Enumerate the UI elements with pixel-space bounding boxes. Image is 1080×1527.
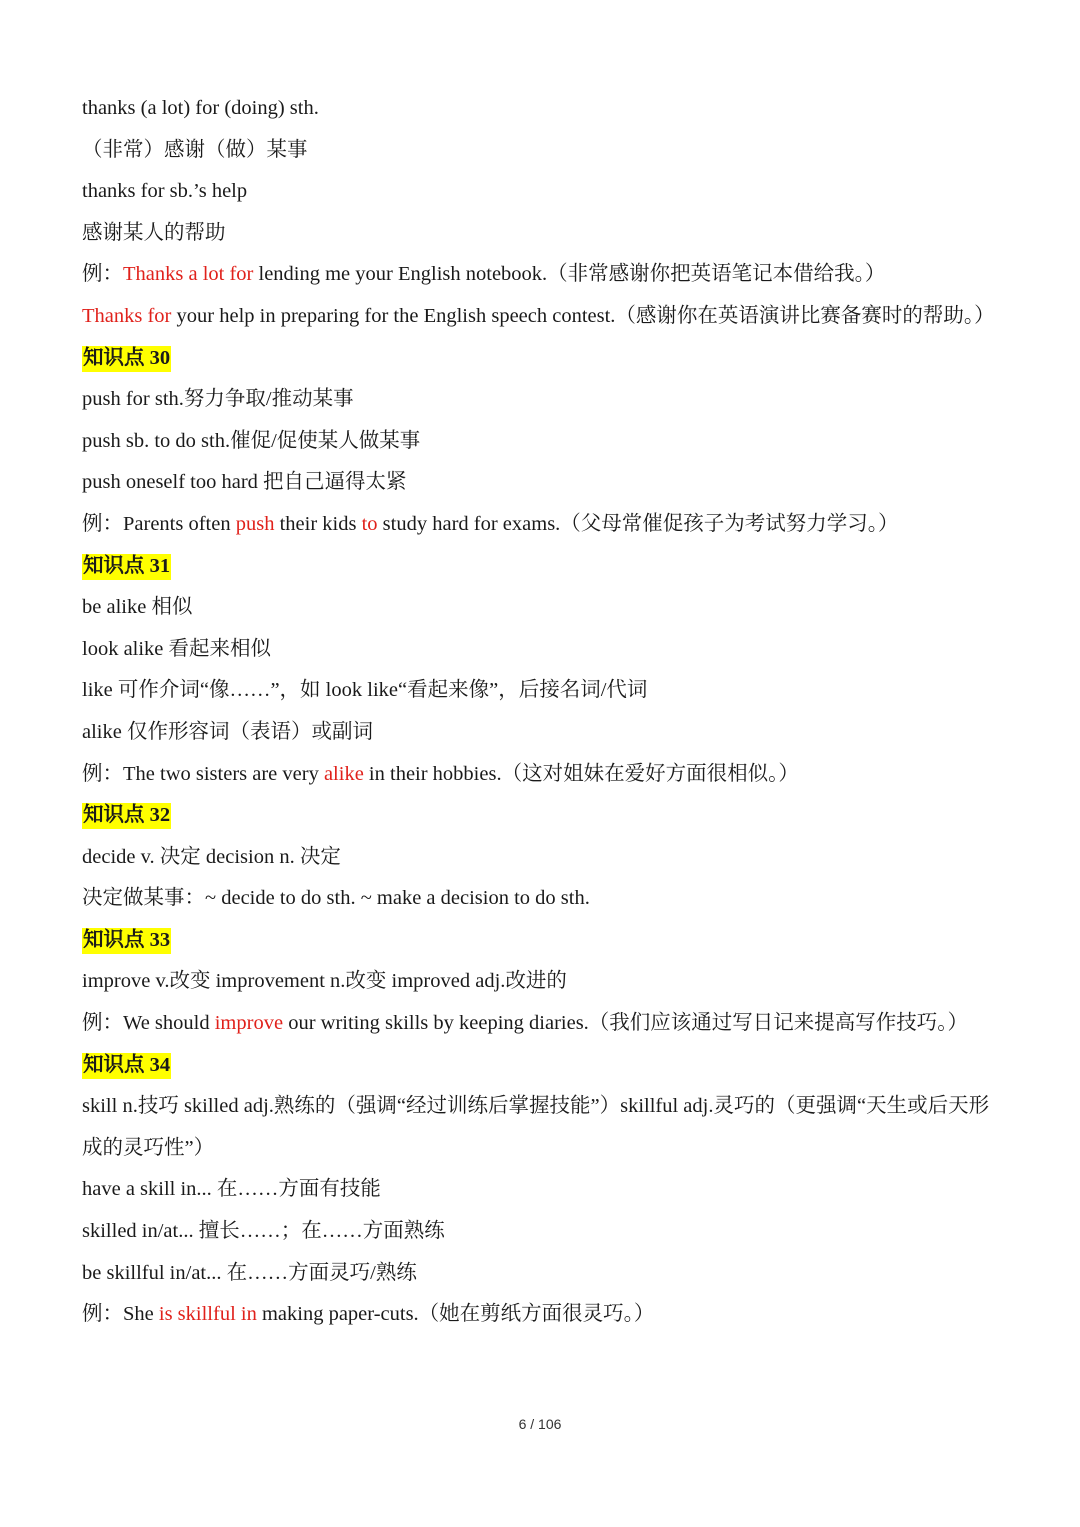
highlighted-phrase: alike (323, 762, 364, 785)
text-segment: 决定做某事：~ decide to do sth. ~ make a decision to do sth. (82, 887, 590, 910)
text-segment: 例： (82, 263, 123, 286)
text-line (82, 1211, 1002, 1253)
text-segment: improve v.改变 improvement n.改变 improved adj.改进的 (82, 970, 567, 993)
text-segment: have a skill in... 在……方面有技能 (82, 1178, 381, 1201)
text-segment: like 可作介词“像……”，如 look like“看起来像”，后接名词/代词 (82, 679, 648, 702)
text-segment: push sb. to do sth.催促/促使某人做某事 (82, 429, 421, 452)
text-segment: 例：The two sisters are very (82, 762, 324, 785)
text-segment: their kids (274, 512, 362, 535)
text-line (82, 254, 1002, 296)
text-segment: 例：Parents often (82, 512, 236, 535)
section-heading (82, 920, 1002, 962)
text-segment: 例：She (82, 1303, 159, 1326)
text-segment: study hard for exams.（父母常催促孩子为考试努力学习。） (377, 512, 899, 535)
text-segment: thanks (a lot) for (doing) sth. (82, 97, 319, 119)
text-line (82, 296, 1002, 338)
text-line (82, 837, 1002, 879)
text-segment: （非常）感谢（做）某事 (82, 138, 308, 161)
text-line (82, 670, 1002, 712)
section-heading (82, 338, 1002, 380)
text-segment: be alike 相似 (82, 596, 193, 619)
text-line (82, 1169, 1002, 1211)
section-heading (82, 795, 1002, 837)
text-segment: in their hobbies.（这对姐妹在爱好方面很相似。） (363, 762, 799, 785)
text-segment: your help in preparing for the English speech contest.（感谢你在英语演讲比赛备赛时的帮助。） (171, 304, 995, 327)
section-heading (82, 1045, 1002, 1087)
text-segment: push for sth.努力争取/推动某事 (82, 388, 354, 411)
text-line (82, 504, 1002, 546)
text-segment: skill n.技巧 skilled adj.熟练的（强调“经过训练后掌握技能”）skillful adj.灵巧的（更强调“天生或后天形成的灵巧性”） (82, 1095, 990, 1159)
text-line (82, 171, 1002, 213)
text-line (82, 88, 1002, 130)
highlighted-heading: 知识点 33 (82, 928, 171, 954)
text-segment: 例：We should (82, 1012, 215, 1035)
text-segment: be skillful in/at... 在……方面灵巧/熟练 (82, 1261, 417, 1284)
text-line (82, 462, 1002, 504)
text-segment: push oneself too hard 把自己逼得太紧 (82, 471, 407, 494)
text-line (82, 1253, 1002, 1295)
highlighted-heading: 知识点 32 (82, 803, 171, 829)
text-line (82, 130, 1002, 172)
highlighted-heading: 知识点 34 (82, 1053, 171, 1079)
text-segment: alike 仅作形容词（表语）或副词 (82, 720, 373, 743)
text-segment: thanks for sb.’s help (82, 180, 248, 203)
text-line (82, 754, 1002, 796)
text-line (82, 712, 1002, 754)
text-line (82, 587, 1002, 629)
text-segment: making paper-cuts.（她在剪纸方面很灵巧。） (256, 1303, 655, 1326)
highlighted-phrase: is skillful in (158, 1303, 257, 1326)
highlighted-heading: 知识点 30 (82, 346, 171, 372)
text-line (82, 961, 1002, 1003)
text-line (82, 629, 1002, 671)
highlighted-phrase: to (361, 512, 378, 535)
text-segment: lending me your English notebook.（非常感谢你把英语笔记本借给我。） (253, 263, 886, 286)
text-line (82, 878, 1002, 920)
highlighted-phrase: push (235, 512, 275, 535)
section-heading (82, 546, 1002, 588)
text-segment: look alike 看起来相似 (82, 637, 272, 660)
text-line (82, 1003, 1002, 1045)
text-segment: skilled in/at... 擅长……；在……方面熟练 (82, 1220, 445, 1243)
text-line (82, 1086, 1002, 1169)
highlighted-phrase: improve (214, 1012, 284, 1035)
text-line (82, 379, 1002, 421)
text-segment: decide v. 决定 decision n. 决定 (82, 845, 341, 868)
text-segment: 感谢某人的帮助 (82, 221, 226, 244)
highlighted-heading: 知识点 31 (82, 554, 171, 580)
text-segment: our writing skills by keeping diaries.（我们应该通过写日记来提高写作技巧。） (283, 1012, 969, 1035)
highlighted-phrase: Thanks for (82, 304, 172, 327)
document-body (82, 88, 1002, 1336)
text-line (82, 421, 1002, 463)
text-line (82, 1294, 1002, 1336)
text-line (82, 213, 1002, 255)
page-number: 6 / 106 (518, 1416, 562, 1432)
highlighted-phrase: Thanks a lot for (123, 263, 254, 286)
